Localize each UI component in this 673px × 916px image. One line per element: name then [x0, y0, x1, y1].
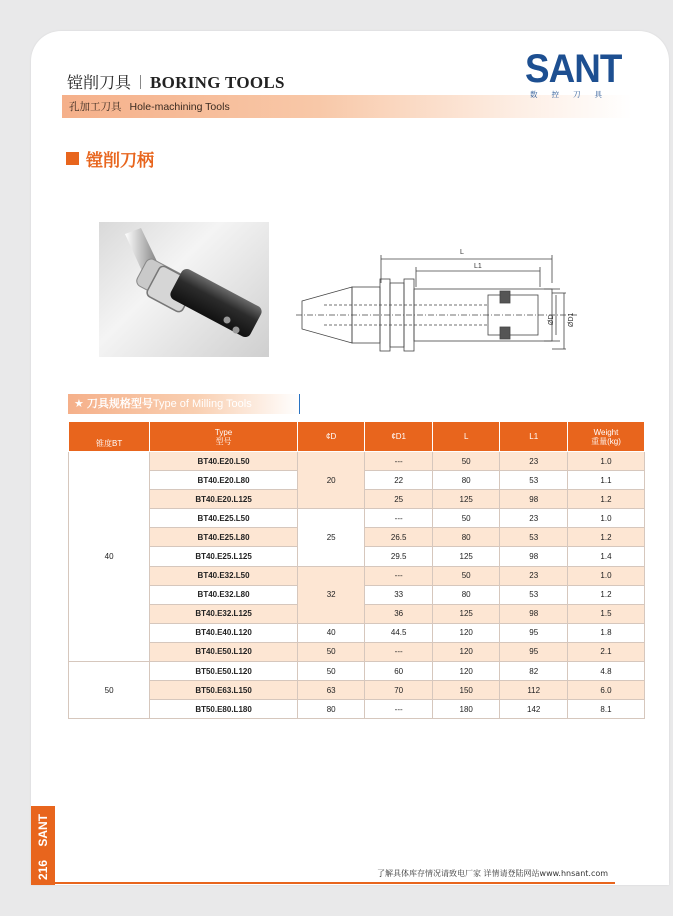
- weight-cell: 6.0: [567, 681, 644, 700]
- header-subtitle: [69, 99, 238, 114]
- header-title-cn: 镗削刀具: [67, 73, 132, 92]
- l1-cell: 98: [500, 604, 568, 623]
- col-header-d1: ¢D1: [365, 422, 433, 452]
- type-cell: BT40.E50.L120: [150, 642, 298, 661]
- type-cell: BT40.E20.L80: [150, 471, 298, 490]
- star-icon: ★: [74, 398, 84, 410]
- subtitle-cn: 孔加工刀具: [69, 101, 122, 113]
- l1-cell: 112: [500, 681, 568, 700]
- l1-cell: 23: [500, 566, 568, 585]
- boring-holder-photo-icon: [99, 222, 269, 357]
- d1-cell: 25: [365, 490, 433, 509]
- dim-label-D: ØD: [548, 314, 555, 325]
- page-number: [31, 860, 55, 882]
- type-cell: BT50.E80.L180: [150, 700, 298, 719]
- section-title-text: 镗削刀柄: [86, 151, 154, 171]
- l1-cell: 23: [500, 452, 568, 471]
- header-weight-cn: 重量(kg): [591, 436, 621, 446]
- d-cell: 50: [297, 662, 365, 681]
- table-caption: [68, 394, 300, 414]
- type-cell: BT50.E50.L120: [150, 662, 298, 681]
- type-cell: BT40.E25.L50: [150, 509, 298, 528]
- dim-label-L: L: [460, 249, 464, 256]
- l-cell: 120: [432, 662, 500, 681]
- d1-cell: 70: [365, 681, 433, 700]
- d-cell: 40: [297, 623, 365, 642]
- weight-cell: 2.1: [567, 642, 644, 661]
- l1-cell: 53: [500, 528, 568, 547]
- weight-cell: 1.0: [567, 566, 644, 585]
- d1-cell: ---: [365, 642, 433, 661]
- l-cell: 150: [432, 681, 500, 700]
- d1-cell: ---: [365, 700, 433, 719]
- header-weight-en: Weight: [593, 427, 619, 437]
- d-cell: 50: [297, 642, 365, 661]
- table-row: [69, 642, 645, 661]
- l-cell: 50: [432, 509, 500, 528]
- l1-cell: 53: [500, 471, 568, 490]
- caption-divider: [299, 394, 300, 414]
- l-cell: 80: [432, 471, 500, 490]
- dim-label-L1: L1: [474, 263, 482, 270]
- table-header-row: [69, 422, 645, 452]
- d1-cell: 60: [365, 662, 433, 681]
- l-cell: 180: [432, 700, 500, 719]
- holder-dimension-drawing-icon: [294, 243, 584, 383]
- table-row: [69, 662, 645, 681]
- l-cell: 120: [432, 642, 500, 661]
- l-cell: 125: [432, 490, 500, 509]
- side-page-tab: [31, 806, 55, 885]
- weight-cell: 1.2: [567, 528, 644, 547]
- type-cell: BT40.E32.L125: [150, 604, 298, 623]
- col-header-l: L: [432, 422, 500, 452]
- side-brand: [31, 814, 55, 849]
- footer-note: 了解具体库存情况请致电厂家 详情请登陆网站www.hnsant.com: [377, 869, 609, 878]
- logo-sub-char: 具: [594, 90, 602, 99]
- logo-sub-char: 控: [551, 90, 559, 99]
- table-row: [69, 681, 645, 700]
- l-cell: 80: [432, 528, 500, 547]
- l-cell: 50: [432, 566, 500, 585]
- footer-rule: [55, 882, 615, 884]
- type-cell: BT40.E25.L80: [150, 528, 298, 547]
- d1-cell: 44.5: [365, 623, 433, 642]
- d1-cell: 26.5: [365, 528, 433, 547]
- type-cell: BT40.E20.L50: [150, 452, 298, 471]
- weight-cell: 8.1: [567, 700, 644, 719]
- logo-sub-char: 数: [530, 90, 538, 99]
- bt-group-cell: 40: [69, 452, 150, 662]
- type-cell: BT50.E63.L150: [150, 681, 298, 700]
- col-header-weight: [567, 422, 644, 452]
- technical-drawing: [294, 243, 584, 383]
- l-cell: 80: [432, 585, 500, 604]
- logo-sub-char: 刀: [573, 90, 581, 99]
- table-row: [69, 509, 645, 528]
- l1-cell: 98: [500, 547, 568, 566]
- subtitle-en: Hole-machining Tools: [129, 101, 230, 113]
- type-cell: BT40.E25.L125: [150, 547, 298, 566]
- col-header-l1: L1: [500, 422, 568, 452]
- spec-table: [68, 421, 645, 719]
- col-header-bt: [69, 422, 150, 452]
- header-title-en: BORING TOOLS: [150, 73, 285, 92]
- type-cell: BT40.E32.L80: [150, 585, 298, 604]
- d1-cell: 22: [365, 471, 433, 490]
- product-photo: [99, 222, 269, 357]
- table-row: [69, 623, 645, 642]
- section-title: [66, 146, 154, 171]
- d-group-cell: 25: [297, 509, 365, 566]
- weight-cell: 1.2: [567, 490, 644, 509]
- logo-brand-text: SANT: [525, 47, 622, 91]
- d1-cell: 29.5: [365, 547, 433, 566]
- l-cell: 120: [432, 623, 500, 642]
- col-header-d: ¢D: [297, 422, 365, 452]
- l1-cell: 23: [500, 509, 568, 528]
- l1-cell: 95: [500, 642, 568, 661]
- l1-cell: 53: [500, 585, 568, 604]
- table-row: [69, 452, 645, 471]
- table-caption-cn: 刀具规格型号: [86, 397, 153, 410]
- type-cell: BT40.E20.L125: [150, 490, 298, 509]
- type-cell: BT40.E40.L120: [150, 623, 298, 642]
- section-square-icon: [66, 152, 79, 165]
- side-brand-text: SANT: [36, 814, 50, 847]
- l-cell: 125: [432, 547, 500, 566]
- l1-cell: 142: [500, 700, 568, 719]
- table-row: [69, 700, 645, 719]
- brand-logo: [525, 47, 622, 100]
- d-cell: 63: [297, 681, 365, 700]
- page-number-text: 216: [36, 860, 50, 881]
- col-header-type: [150, 422, 298, 452]
- d1-cell: 36: [365, 604, 433, 623]
- type-cell: BT40.E32.L50: [150, 566, 298, 585]
- l1-cell: 95: [500, 623, 568, 642]
- weight-cell: 1.2: [567, 585, 644, 604]
- dim-label-D1: ØD1: [568, 312, 575, 327]
- d-group-cell: 20: [297, 452, 365, 509]
- weight-cell: 4.8: [567, 662, 644, 681]
- header-separator: [140, 75, 141, 89]
- l-cell: 125: [432, 604, 500, 623]
- header-bt-text: 锥度BT: [95, 439, 123, 448]
- l-cell: 50: [432, 452, 500, 471]
- header-type-cn: 型号: [215, 436, 232, 446]
- weight-cell: 1.0: [567, 509, 644, 528]
- d-group-cell: 32: [297, 566, 365, 623]
- weight-cell: 1.1: [567, 471, 644, 490]
- bt-group-cell: 50: [69, 662, 150, 719]
- table-caption-en: Type of Milling Tools: [152, 398, 252, 410]
- weight-cell: 1.0: [567, 452, 644, 471]
- d1-cell: ---: [365, 509, 433, 528]
- d1-cell: 33: [365, 585, 433, 604]
- l1-cell: 82: [500, 662, 568, 681]
- table-row: [69, 566, 645, 585]
- l1-cell: 98: [500, 490, 568, 509]
- d-cell: 80: [297, 700, 365, 719]
- header-type-en: Type: [214, 427, 233, 437]
- weight-cell: 1.5: [567, 604, 644, 623]
- weight-cell: 1.8: [567, 623, 644, 642]
- page-header-title: [67, 70, 285, 93]
- weight-cell: 1.4: [567, 547, 644, 566]
- d1-cell: ---: [365, 566, 433, 585]
- d1-cell: ---: [365, 452, 433, 471]
